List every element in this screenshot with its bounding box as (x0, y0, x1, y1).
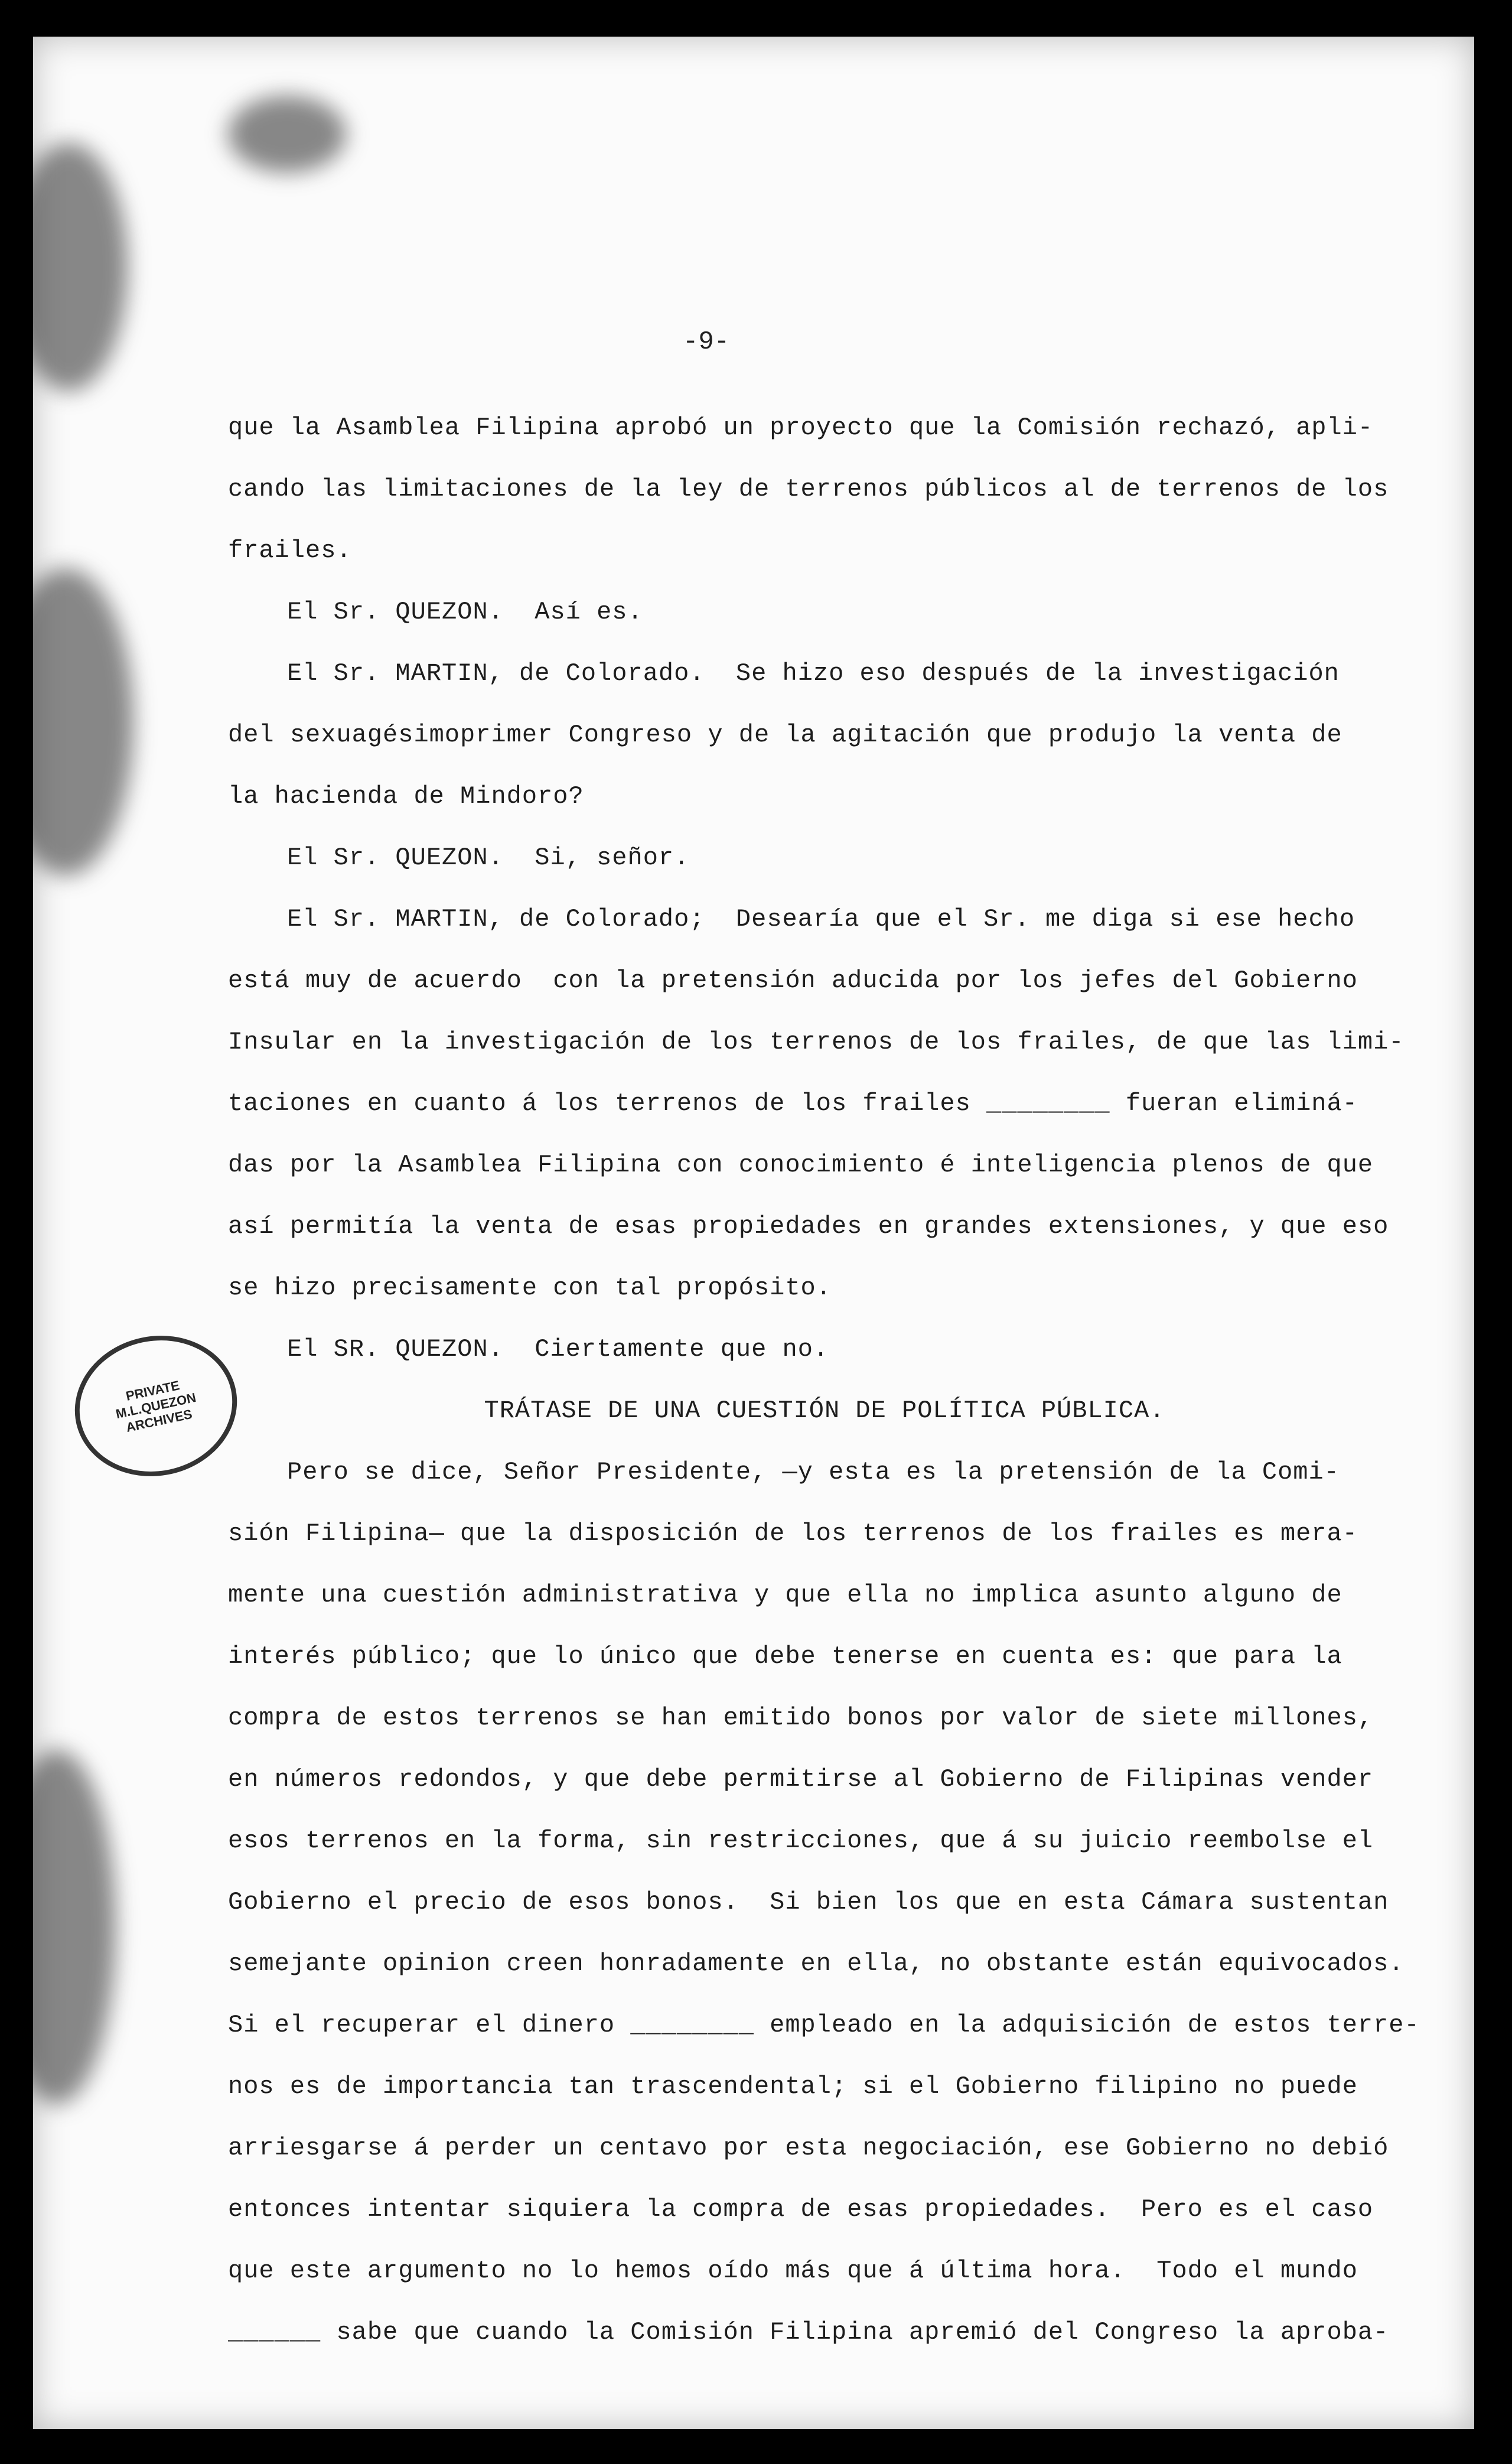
section-heading: TRÁTASE DE UNA CUESTIÓN DE POLÍTICA PÚBLICA. (484, 1397, 1165, 1425)
text-line: está muy de acuerdo con la pretensión aducida por los jefes del Gobierno (228, 966, 1358, 995)
text-line: ______ sabe que cuando la Comisión Filipina apremió del Congreso la aproba- (228, 2318, 1389, 2346)
text-line: del sexuagésimoprimer Congreso y de la agitación que produjo la venta de (228, 721, 1342, 749)
text-line: interés público; que lo único que debe tenerse en cuenta es: que para la (228, 1642, 1342, 1671)
text-line: en números redondos, y que debe permitirse al Gobierno de Filipinas vender (228, 1765, 1374, 1794)
text-line: das por la Asamblea Filipina con conocimiento é inteligencia plenos de que (228, 1151, 1374, 1179)
text-line: así permitía la venta de esas propiedades en grandes extensiones, y que eso (228, 1212, 1389, 1241)
archive-stamp (61, 1321, 250, 1491)
text-line: mente una cuestión administrativa y que ella no implica asunto alguno de (228, 1581, 1342, 1609)
text-line: Si el recuperar el dinero ________ empleado en la adquisición de estos terre- (228, 2011, 1420, 2039)
document-page (33, 37, 1474, 2429)
typed-text-body (228, 397, 1421, 2363)
page-number: -9- (683, 327, 730, 357)
text-line: El Sr. QUEZON. Si, señor. (287, 844, 690, 872)
text-line: sión Filipina— que la disposición de los terrenos de los frailes es mera- (228, 1519, 1358, 1548)
archive-stamp-text: PRIVATE M.L.QUEZON ARCHIVES (114, 1378, 198, 1435)
text-line: esos terrenos en la forma, sin restricciones, que á su juicio reembolse el (228, 1827, 1374, 1855)
text-line: El Sr. MARTIN, de Colorado. Se hizo eso después de la investigación (287, 659, 1340, 688)
text-line: El SR. QUEZON. Ciertamente que no. (287, 1335, 829, 1363)
text-line: compra de estos terrenos se han emitido bonos por valor de siete millones, (228, 1704, 1374, 1732)
text-line: arriesgarse á perder un centavo por esta negociación, ese Gobierno no debió (228, 2134, 1389, 2162)
text-line: Pero se dice, Señor Presidente, —y esta es la pretensión de la Comi- (287, 1458, 1340, 1486)
text-line: cando las limitaciones de la ley de terrenos públicos al de terrenos de los (228, 475, 1389, 503)
text-line: El Sr. MARTIN, de Colorado; Desearía que el Sr. me diga si ese hecho (287, 905, 1355, 933)
text-line: Insular en la investigación de los terrenos de los frailes, de que las limi- (228, 1028, 1405, 1056)
text-line: taciones en cuanto á los terrenos de los frailes ________ fueran eliminá- (228, 1089, 1358, 1118)
text-line: nos es de importancia tan trascendental; si el Gobierno filipino no puede (228, 2072, 1358, 2101)
text-line: semejante opinion creen honradamente en ella, no obstante están equivocados. (228, 1949, 1405, 1978)
text-line: entonces intentar siquiera la compra de esas propiedades. Pero es el caso (228, 2195, 1374, 2224)
text-line: la hacienda de Mindoro? (228, 782, 584, 811)
ink-smudge (228, 96, 346, 172)
text-line: que este argumento no lo hemos oído más que á última hora. Todo el mundo (228, 2257, 1358, 2285)
ink-smudge (33, 568, 133, 875)
text-line: frailes. (228, 536, 352, 565)
text-line: El Sr. QUEZON. Así es. (287, 598, 643, 626)
text-line: se hizo precisamente con tal propósito. (228, 1274, 832, 1302)
text-line: que la Asamblea Filipina aprobó un proyecto que la Comisión rechazó, apli- (228, 414, 1374, 442)
ink-smudge (33, 1750, 116, 2104)
ink-smudge (33, 143, 128, 391)
text-line: Gobierno el precio de esos bonos. Si bien los que en esta Cámara sustentan (228, 1888, 1389, 1916)
